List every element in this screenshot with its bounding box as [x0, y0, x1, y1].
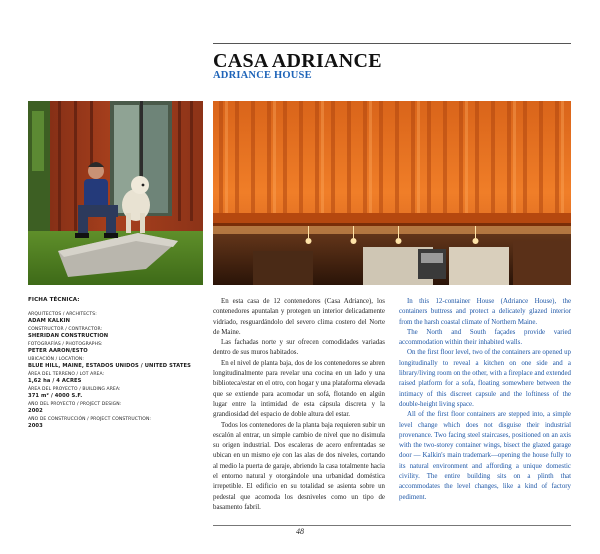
fact-value: 1,62 ha / 4 ACRES	[28, 378, 82, 384]
page-number: 48	[296, 527, 304, 536]
paragraph: En el nivel de planta baja, dos de los contenedores se abren longitudinalmente para revelar una cocina en un lado y una biblioteca/estar en el otro, con hogar y una plataforma elevada que se extiende para acomodar un sofá, flotando en algún lugar entre la intimidad de esta cápsula discreta y la grandiosidad del espacio de doble altura del estar.	[213, 359, 385, 419]
fact-label: UBICACIÓN / LOCATION:	[28, 357, 84, 362]
english-text-column	[399, 297, 571, 503]
page-title: CASA ADRIANCE	[213, 50, 382, 72]
technical-sheet-heading: FICHA TÉCNICA:	[28, 297, 80, 303]
fact-value: 2003	[28, 423, 43, 429]
fact-label: AÑO DE CONSTRUCCIÓN / PROJECT CONSTRUCTION:	[28, 417, 152, 422]
paragraph: Las fachadas norte y sur ofrecen comodidades variadas dentro de sus muros habitados.	[213, 339, 385, 357]
page-subtitle: ADRIANCE HOUSE	[213, 70, 312, 81]
fact-label: ARQUITECTOS / ARCHITECTS:	[28, 312, 97, 317]
paragraph: On the first floor level, two of the containers are opened up longitudinally to reveal a kitchen on one side and a library/living room on the other, with a fireplace and extended raised platform for a sofa, floating somewhere between the intimacy of this discreet capsule and the loftiness of the double-height living space.	[399, 349, 571, 408]
fact-value: PETER AARON/ESTO	[28, 348, 88, 354]
fact-value: ADAM KALKIN	[28, 318, 71, 324]
paragraph: The North and South façades provide varied accommodation within their inhabited walls.	[399, 328, 571, 347]
fact-label: AÑO DEL PROYECTO / PROJECT DESIGN:	[28, 402, 122, 407]
architect-photo	[28, 101, 203, 285]
paragraph: En esta casa de 12 contenedores (Casa Adriance), los contenedores apuntalan y protegen un interior delicadamente vidriado, resguardándolo del severo clima costero del Norte de Maine.	[213, 298, 385, 336]
interior-photo	[213, 101, 571, 285]
fact-value: BLUE HILL, MAINE, ESTADOS UNIDOS / UNITED STATES	[28, 363, 191, 369]
fact-label: CONSTRUCTOR / CONTRACTOR:	[28, 327, 103, 332]
paragraph: Todos los contenedores de la planta baja requieren subir un escalón al entrar, un simple cambio de nivel que no disimula su origen industrial. Dos escaleras de acero enfrentadas se ubican en un mismo eje con las alas de dos niveles, cortando al medio la puerta de garaje, abriendo la casa totalmente hacia el entorno natural y otorgándole una urbanidad doméstica irrepetible. El edificio en su totalidad se asienta sobre un pedestal que acomoda los desniveles como un tipo de basamento fabril.	[213, 421, 385, 511]
fact-value: SHERIDAN CONSTRUCTION	[28, 333, 109, 339]
footer-rule	[213, 525, 571, 526]
title-rule	[213, 43, 571, 44]
paragraph: In this 12-container House (Adriance House), the containers buttress and protect a delicately glazed interior from the harsh coastal climate of Northern Maine.	[399, 298, 571, 326]
fact-value: 371 m² / 4000 S.F.	[28, 393, 83, 399]
fact-label: ÁREA DEL TERRENO / LOT AREA:	[28, 372, 105, 377]
paragraph: All of the first floor containers are stepped into, a simple level change which does not disguise their industrial provenance. Two facing steel staircases, positioned on an axis with the two-storey container wings, bisect the glazed garage door — Kalkin's main trademark—opening the house fully to its natural environment and affording a unique domestic civility. The entire building sits on a plinth that accommodates the level changes, like a kind of factory pediment.	[399, 411, 571, 501]
technical-sheet	[28, 297, 206, 431]
fact-value: 2002	[28, 408, 43, 414]
spanish-text-column	[213, 297, 385, 513]
fact-label: ÁREA DEL PROYECTO / BUILDING AREA:	[28, 387, 121, 392]
portrait-photo-icon	[28, 101, 203, 285]
fact-label: FOTOGRAFÍAS / PHOTOGRAPHS:	[28, 342, 103, 347]
interior-photo-icon	[213, 101, 571, 285]
